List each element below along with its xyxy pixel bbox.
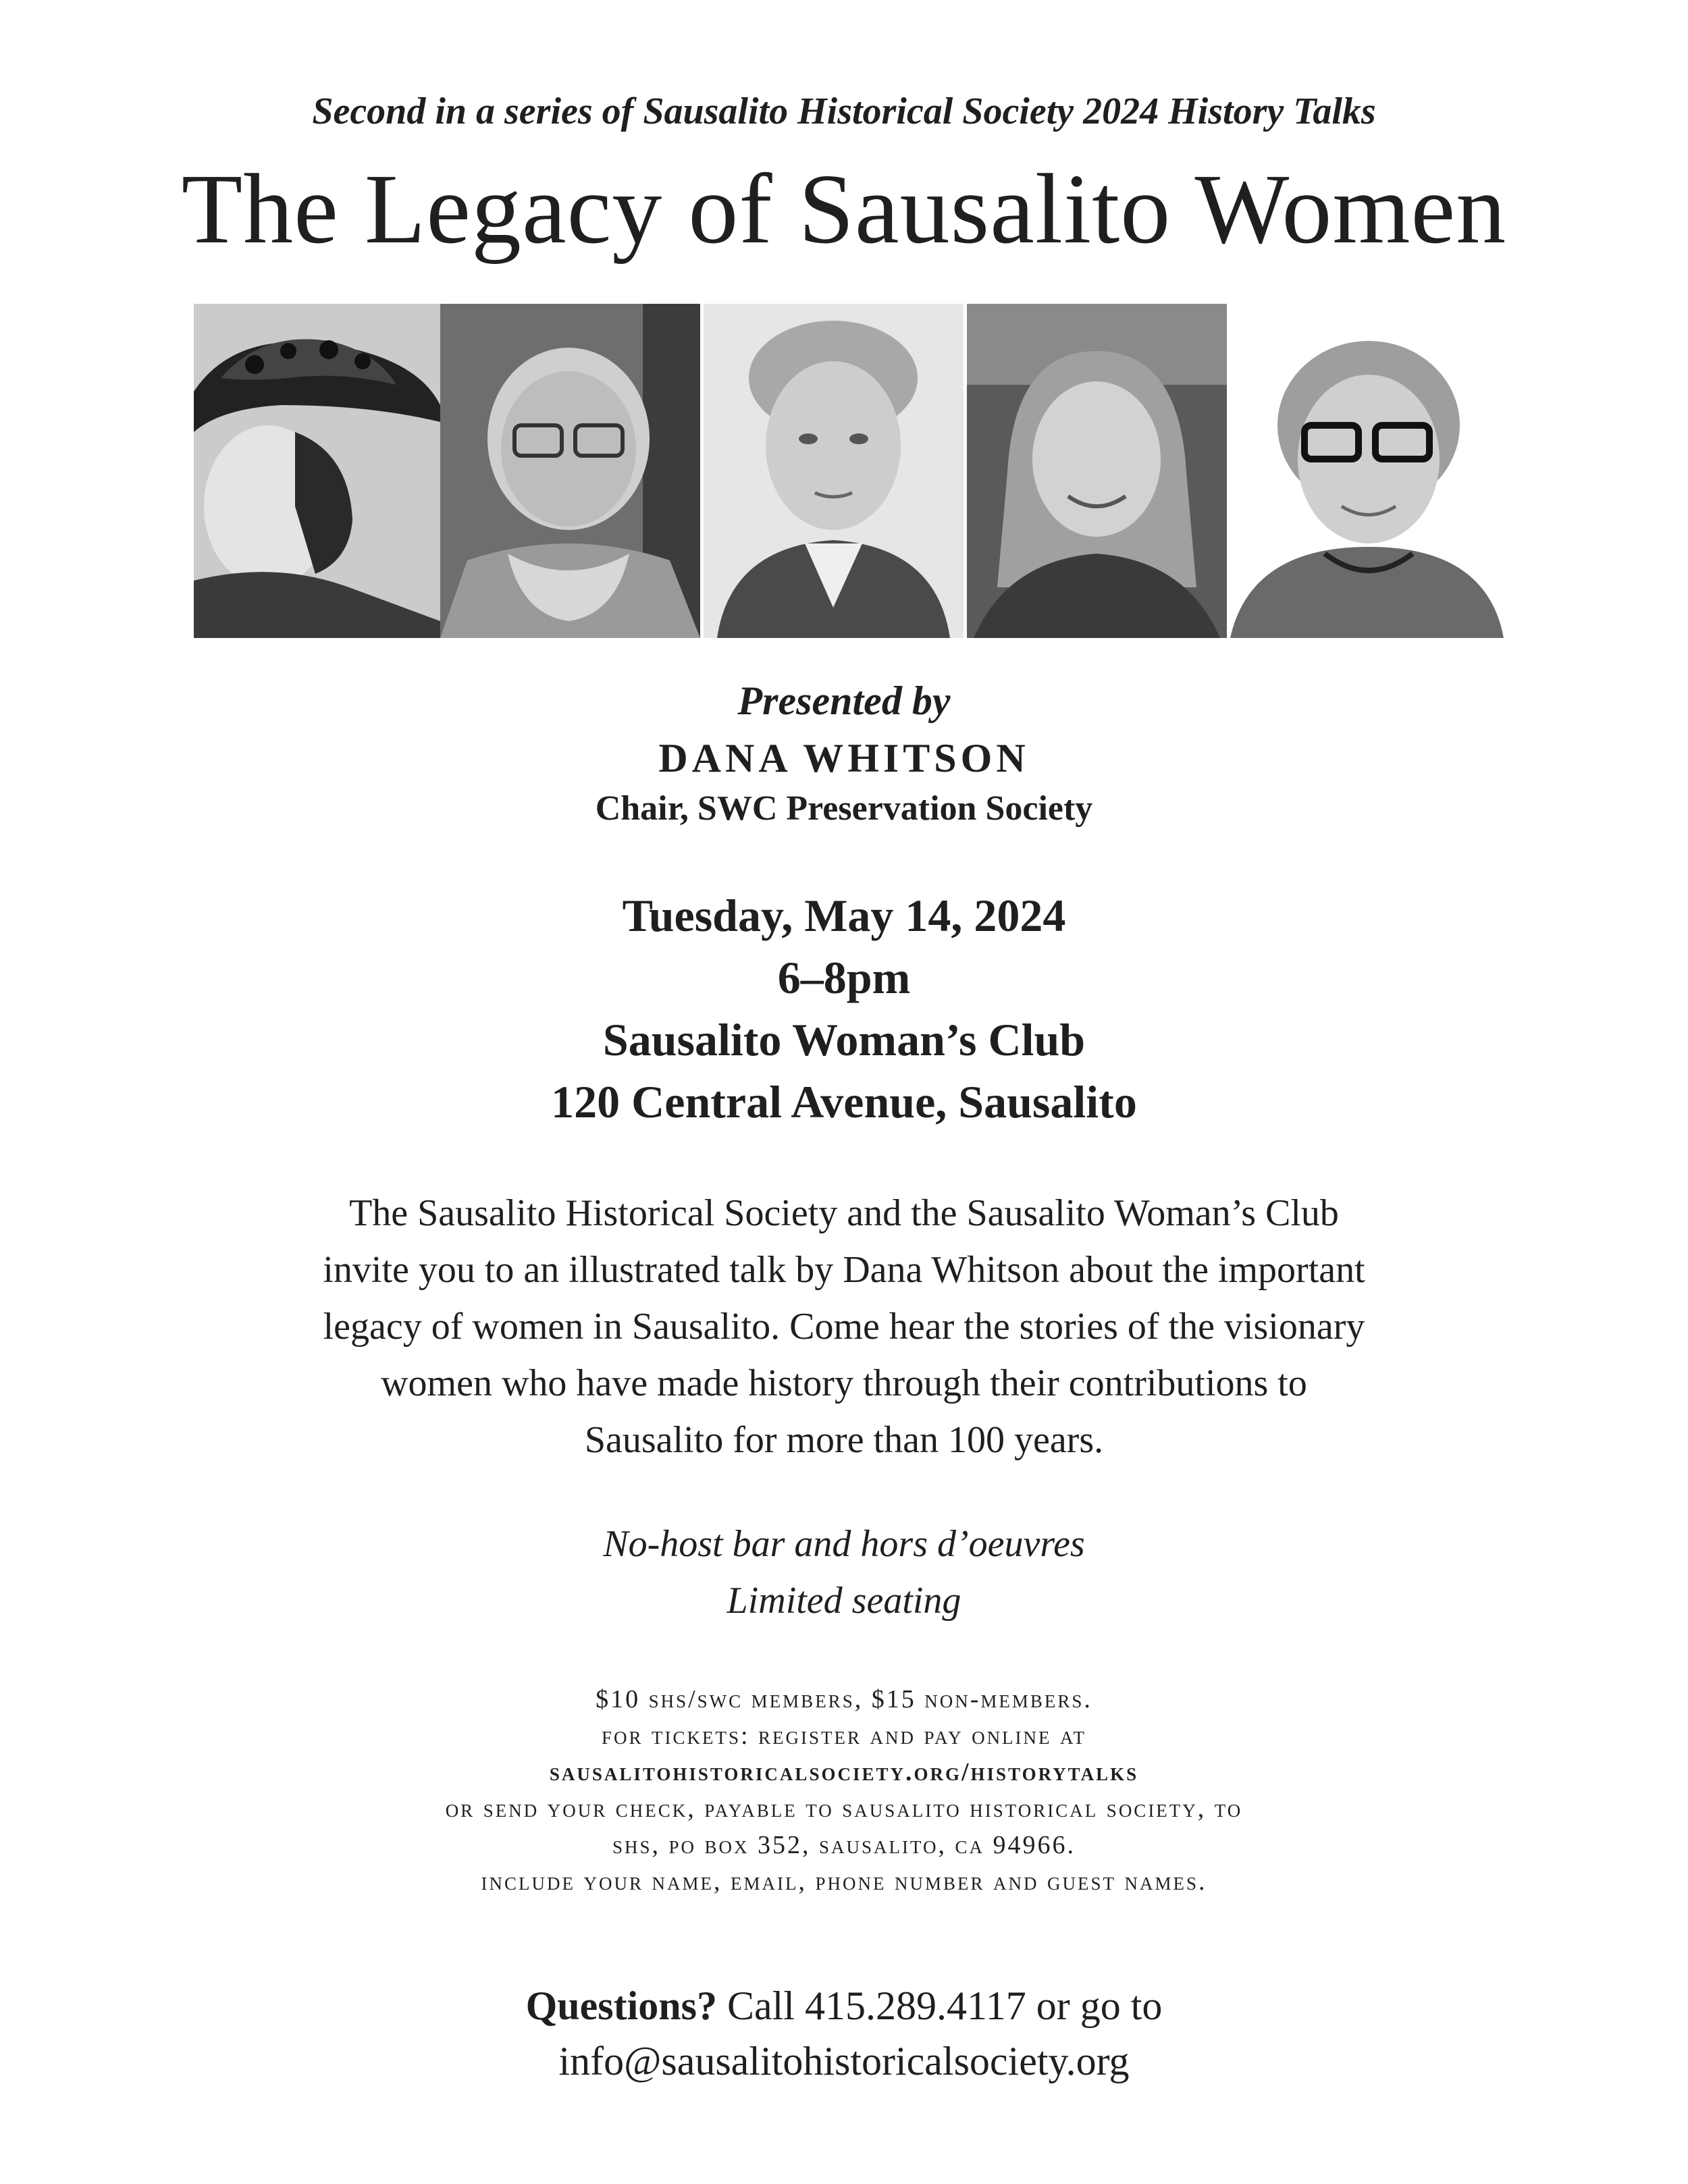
questions-line (0, 1978, 1688, 2033)
portrait-5-photo (1230, 304, 1504, 638)
note-line: No-host bar and hors d’oeuvres (603, 1523, 1085, 1565)
questions-text: Call 415.289.4117 or go to (727, 1983, 1163, 2028)
description-line: women who have made history through their contributions to (381, 1362, 1307, 1404)
contact-email-link[interactable]: info@sausalitohistoricalsociety.org (558, 2039, 1130, 2083)
portrait-1-photo (194, 304, 440, 638)
event-date: Tuesday, May 14, 2024 (622, 890, 1066, 941)
portrait-3-photo (704, 304, 964, 638)
description-line: The Sausalito Historical Society and the Sausalito Woman’s Club (349, 1192, 1339, 1234)
event-description (0, 1185, 1688, 1468)
mailing-address: shs, po box 352, sausalito, ca 94966. (612, 1831, 1076, 1859)
event-venue: Sausalito Woman’s Club (602, 1014, 1086, 1065)
presenter-role: Chair, SWC Preservation Society (595, 789, 1093, 828)
portrait-4-photo (967, 304, 1227, 638)
series-subtitle: Second in a series of Sausalito Historical Society 2024 History Talks (312, 90, 1376, 132)
presenter-name: DANA WHITSON (658, 736, 1030, 780)
ticket-price: $10 shs/swc members, $15 non-members. (596, 1685, 1092, 1713)
ticket-instructions: for tickets: register and pay online at (601, 1722, 1087, 1750)
description-line: invite you to an illustrated talk by Dana Whitson about the important (323, 1249, 1365, 1291)
presented-by-label: Presented by (737, 678, 951, 723)
ticket-url-link[interactable]: sausalitohistoricalsociety.org/historytalks (549, 1758, 1139, 1786)
event-time: 6–8pm (777, 952, 911, 1003)
ticket-info (0, 1681, 1688, 1900)
event-notes (0, 1516, 1688, 1629)
questions-label: Questions? (525, 1983, 717, 2028)
description-line: Sausalito for more than 100 years. (584, 1419, 1104, 1461)
flyer-title: The Legacy of Sausalito Women (181, 154, 1507, 265)
note-line: Limited seating (727, 1580, 961, 1622)
event-address: 120 Central Avenue, Sausalito (551, 1076, 1137, 1127)
ticket-include-note: include your name, email, phone number and guest names. (481, 1867, 1207, 1896)
portrait-2-photo (440, 304, 700, 638)
portrait-strip (194, 304, 1504, 638)
description-line: legacy of women in Sausalito. Come hear the stories of the visionary (323, 1306, 1365, 1348)
questions-block (0, 1978, 1688, 2089)
ticket-check-instructions: or send your check, payable to sausalito historical society, to (445, 1794, 1243, 1823)
